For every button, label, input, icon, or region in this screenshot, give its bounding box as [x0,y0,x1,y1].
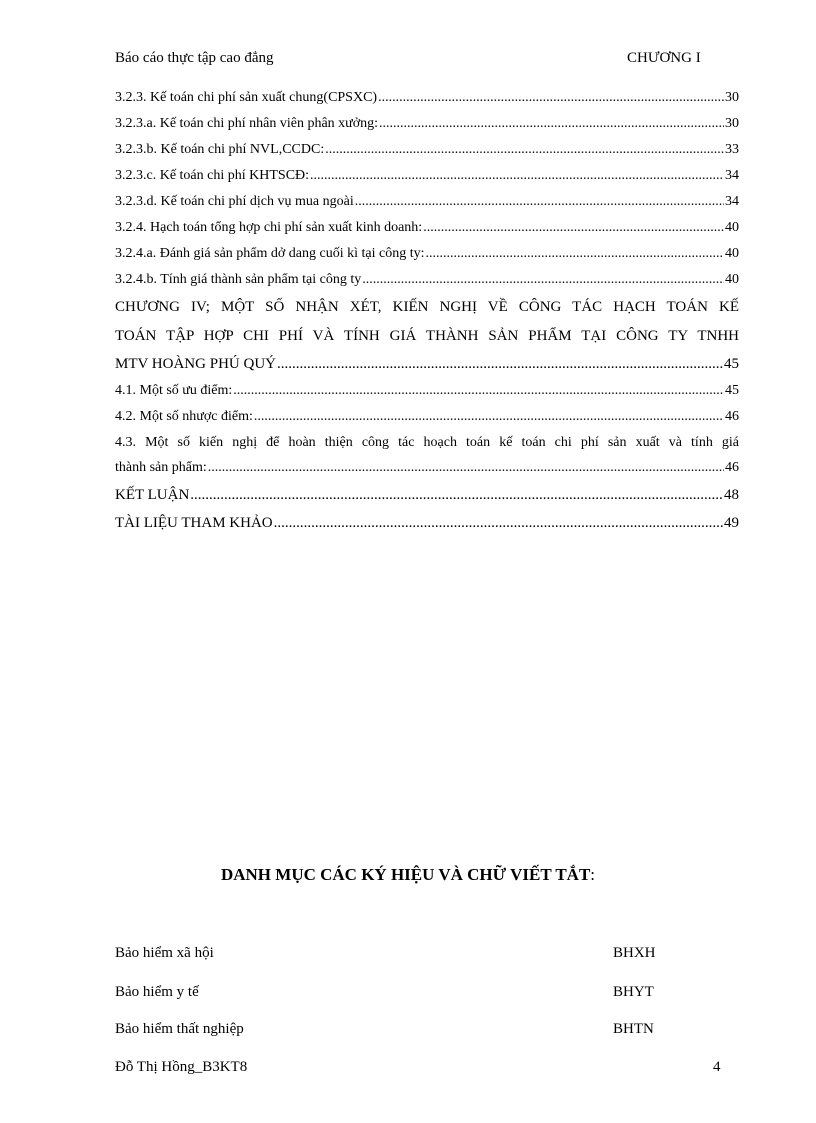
toc-entry[interactable]: KẾT LUẬN ..... 48 [115,481,739,509]
toc-entry[interactable]: 3.2.3.d. Kế toán chi phí dịch vụ mua ngoài ..... 34 [115,189,739,215]
toc-entry[interactable]: 3.2.4.a. Đánh giá sản phẩm dở dang cuối kì tại công ty: ..... 40 [115,241,739,267]
abbreviations-title: DANH MỤC CÁC KÝ HIỆU VÀ CHỮ VIẾT TẮT: [220,865,596,884]
toc-entry[interactable]: 3.2.3. Kế toán chi phí sản xuất chung(CPSXC) ..... 30 [115,85,739,111]
toc-4-3-line2: thành sản phẩm: [115,460,207,475]
abbreviation-term: Bảo hiểm thất nghiệp [115,1021,244,1037]
toc-entry[interactable]: 3.2.3.c. Kế toán chi phí KHTSCĐ: ..... 34 [115,163,739,189]
toc-entry-4-3[interactable] [115,430,739,481]
abbreviation-code: BHTN [613,1021,654,1037]
toc-chapter4-page: 45 [724,356,739,372]
abbreviation-term: Bảo hiểm xã hội [115,945,214,961]
toc-entry[interactable]: 3.2.3.a. Kế toán chi phí nhân viên phân xưởng: ..... 30 [115,111,739,137]
table-of-contents [115,85,739,537]
toc-4-3-line1: 4.3. Một số kiến nghị để hoàn thiện công tác hoạch toán kế toán chi phí sản xuất và tính giá [115,435,739,450]
toc-chapter4-line2: TOÁN TẬP HỢP CHI PHÍ VÀ TÍNH GIÁ THÀNH SẢN PHẨM TẠI CÔNG TY TNHH [115,328,739,344]
toc-chapter4-line1: CHƯƠNG IV; MỘT SỐ NHẬN XÉT, KIẾN NGHỊ VỀ CÔNG TÁC HẠCH TOÁN KẾ [115,299,739,315]
footer-page-number: 4 [713,1059,721,1075]
header-right: CHƯƠNG I [627,50,701,66]
header-left: Báo cáo thực tập cao đẳng [115,50,274,66]
toc-4-3-page: 46 [725,460,739,475]
abbreviation-code: BHYT [613,984,654,1000]
toc-entry[interactable]: 4.2. Một số nhược điểm: ..... 46 [115,404,739,430]
toc-entry-chapter4[interactable] [115,293,739,378]
abbreviation-code: BHXH [613,945,656,961]
toc-entry[interactable]: 3.2.4. Hạch toán tổng hợp chi phí sản xuất kinh doanh: ..... 40 [115,215,739,241]
toc-entry[interactable]: 3.2.4.b. Tính giá thành sản phẩm tại công ty ..... 40 [115,267,739,293]
abbreviation-term: Bảo hiểm y tế [115,984,199,1000]
toc-entry[interactable]: 3.2.3.b. Kế toán chi phí NVL,CCDC: ..... 33 [115,137,739,163]
toc-entry[interactable]: TÀI LIỆU THAM KHẢO ..... 49 [115,509,739,537]
toc-entry[interactable]: 4.1. Một số ưu điểm: ..... 45 [115,378,739,404]
footer-author: Đỗ Thị Hồng_B3KT8 [115,1059,248,1075]
toc-chapter4-line3: MTV HOÀNG PHÚ QUÝ [115,356,276,372]
